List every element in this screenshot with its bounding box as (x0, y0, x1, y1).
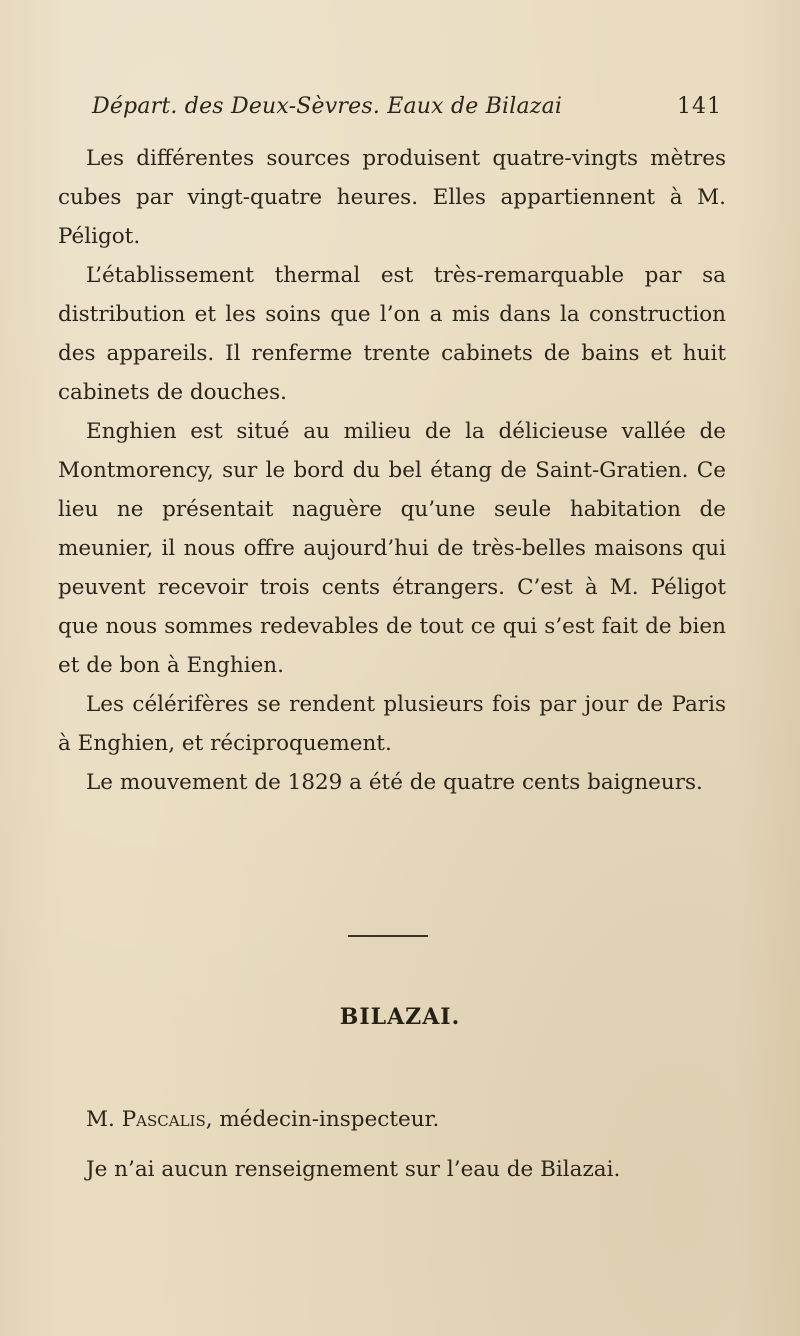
running-head (92, 90, 722, 124)
body-text (58, 139, 726, 802)
paragraph-enghien: Enghien est situé au milieu de la délicieuse vallée de Montmorency, sur le bord du bel étang de Saint-Gratien. Ce lieu ne présentait naguère qu’une seule habitation de meunier, il nous offre aujourd’hui de très-belles maisons qui peuvent recevoir trois cents étrangers. C’est à M. Péligot que nous sommes redevables de tout ce qui s’est fait de bien et de bon à Enghien. (58, 419, 726, 678)
paragraph-movement: Le mouvement de 1829 a été de quatre cents baigneurs. (86, 770, 703, 795)
paragraph-sources: Les différentes sources produisent quatre-vingts mètres cubes par vingt-quatre heures. Elles appartiennent à M. Péligot. (58, 146, 726, 249)
inspector-role: , médecin-inspecteur. (205, 1107, 440, 1132)
inspector-line (86, 1102, 726, 1138)
inspector-prefix: M. (86, 1107, 115, 1132)
section-divider (348, 935, 428, 937)
section-title: BILAZAI. (339, 1004, 461, 1030)
page-number: 141 (677, 94, 722, 119)
paragraph-establishment: L’établissement thermal est très-remarquable par sa distribution et les soins que l’on a mis dans la construction des appareils. Il renferme trente cabinets de bains et huit cabinets de douches. (58, 263, 726, 405)
paragraph-celeriferes: Les célérifères se rendent plusieurs fois par jour de Paris à Enghien, et réciproquement. (58, 692, 726, 756)
inspector-name: Pascalis (121, 1107, 206, 1132)
running-head-title: Départ. des Deux-Sèvres. Eaux de Bilazai (92, 94, 563, 119)
closing-line: Je n’ai aucun renseignement sur l’eau de Bilazai. (86, 1157, 621, 1182)
